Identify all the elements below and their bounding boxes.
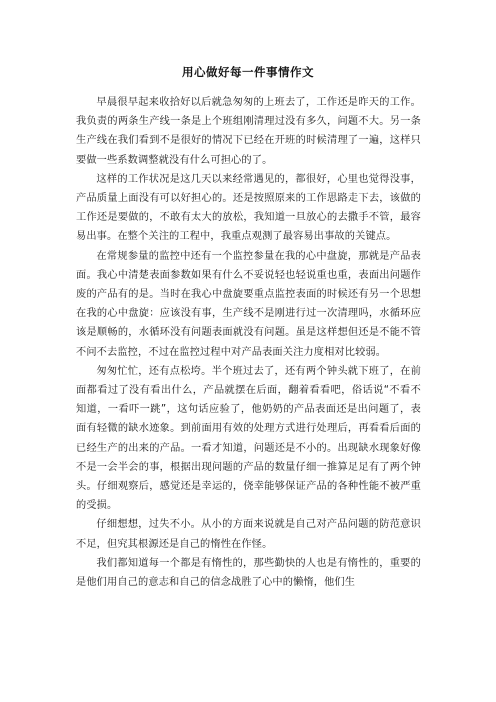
paragraph-2: 这样的工作状况是这几天以来经常遇见的，都很好，心里也觉得没事，产品质量上面没有可以好担心的。还是按照原来的工作思路走下去，该做的工作还是要做的，不敢有太大的放松，我知道一旦放心的去撒手不管，最容易出事。在整个关注的工程中，我重点观测了最容易出事故的关键点。 <box>76 173 421 243</box>
document-title: 用心做好每一件事情作文 <box>182 65 314 79</box>
paragraph-5: 仔细想想，过失不小。从小的方面来说就是自己对产品问题的防范意识不足，但究其根源还是自己的惰性在作怪。 <box>76 519 421 550</box>
paragraph-3: 在常规参量的监控中还有一个监控参量在我的心中盘旋，那就是产品表面。我心中清楚表面参数如果有什么不妥说轻也轻说重也重，表面出问题作废的产品有的是。当时在我心中盘旋要重点监控表面的时候还有另一个思想在我的心中盘旋：应该没有事，生产线不是刚进行过一次清理吗，水循环应该是顺畅的，水循环没有问题表面就没有问题。虽是这样想但还是不能不管不问不去监控，不过在监控过程中对产品表面关注力度相对比较弱。 <box>76 250 421 358</box>
paragraph-4: 匆匆忙忙，还有点松垮。半个班过去了，还有两个钟头就下班了，在前面都看过了没有看出什么，产品就摆在后面，翻着看看吧，俗话说“不看不知道，一看吓一跳”，这句话应验了，他奶奶的产品表面还是出问题了，表面有轻微的缺水迹象。到前面用有效的处理方式进行处理后，再看看后面的已经生产的出来的产品。一看才知道，问题还是不小的。出现缺水现象好像不是一会半会的事，根据出现问题的产品的数量仔细一推算足足有了两个钟头。仔细观察后，感觉还是幸运的，侥幸能够保证产品的各种性能不被严重的受损。 <box>76 365 421 512</box>
paragraph-6: 我们都知道每一个都是有惰性的，那些勤快的人也是有惰性的，重要的是他们用自己的意志和自己的信念战胜了心中的懒惰，他们生 <box>76 557 421 589</box>
document-body <box>76 93 421 592</box>
paragraph-1: 早晨很早起来收拾好以后就急匆匆的上班去了，工作还是昨天的工作。我负责的两条生产线一条是上个班组刚清理过没有多久，问题不大。另一条生产线在我们看到不是很好的情况下已经在开班的时候清理了一遍，这样只要做一些系数调整就没有什么可担心的了。 <box>76 97 421 166</box>
